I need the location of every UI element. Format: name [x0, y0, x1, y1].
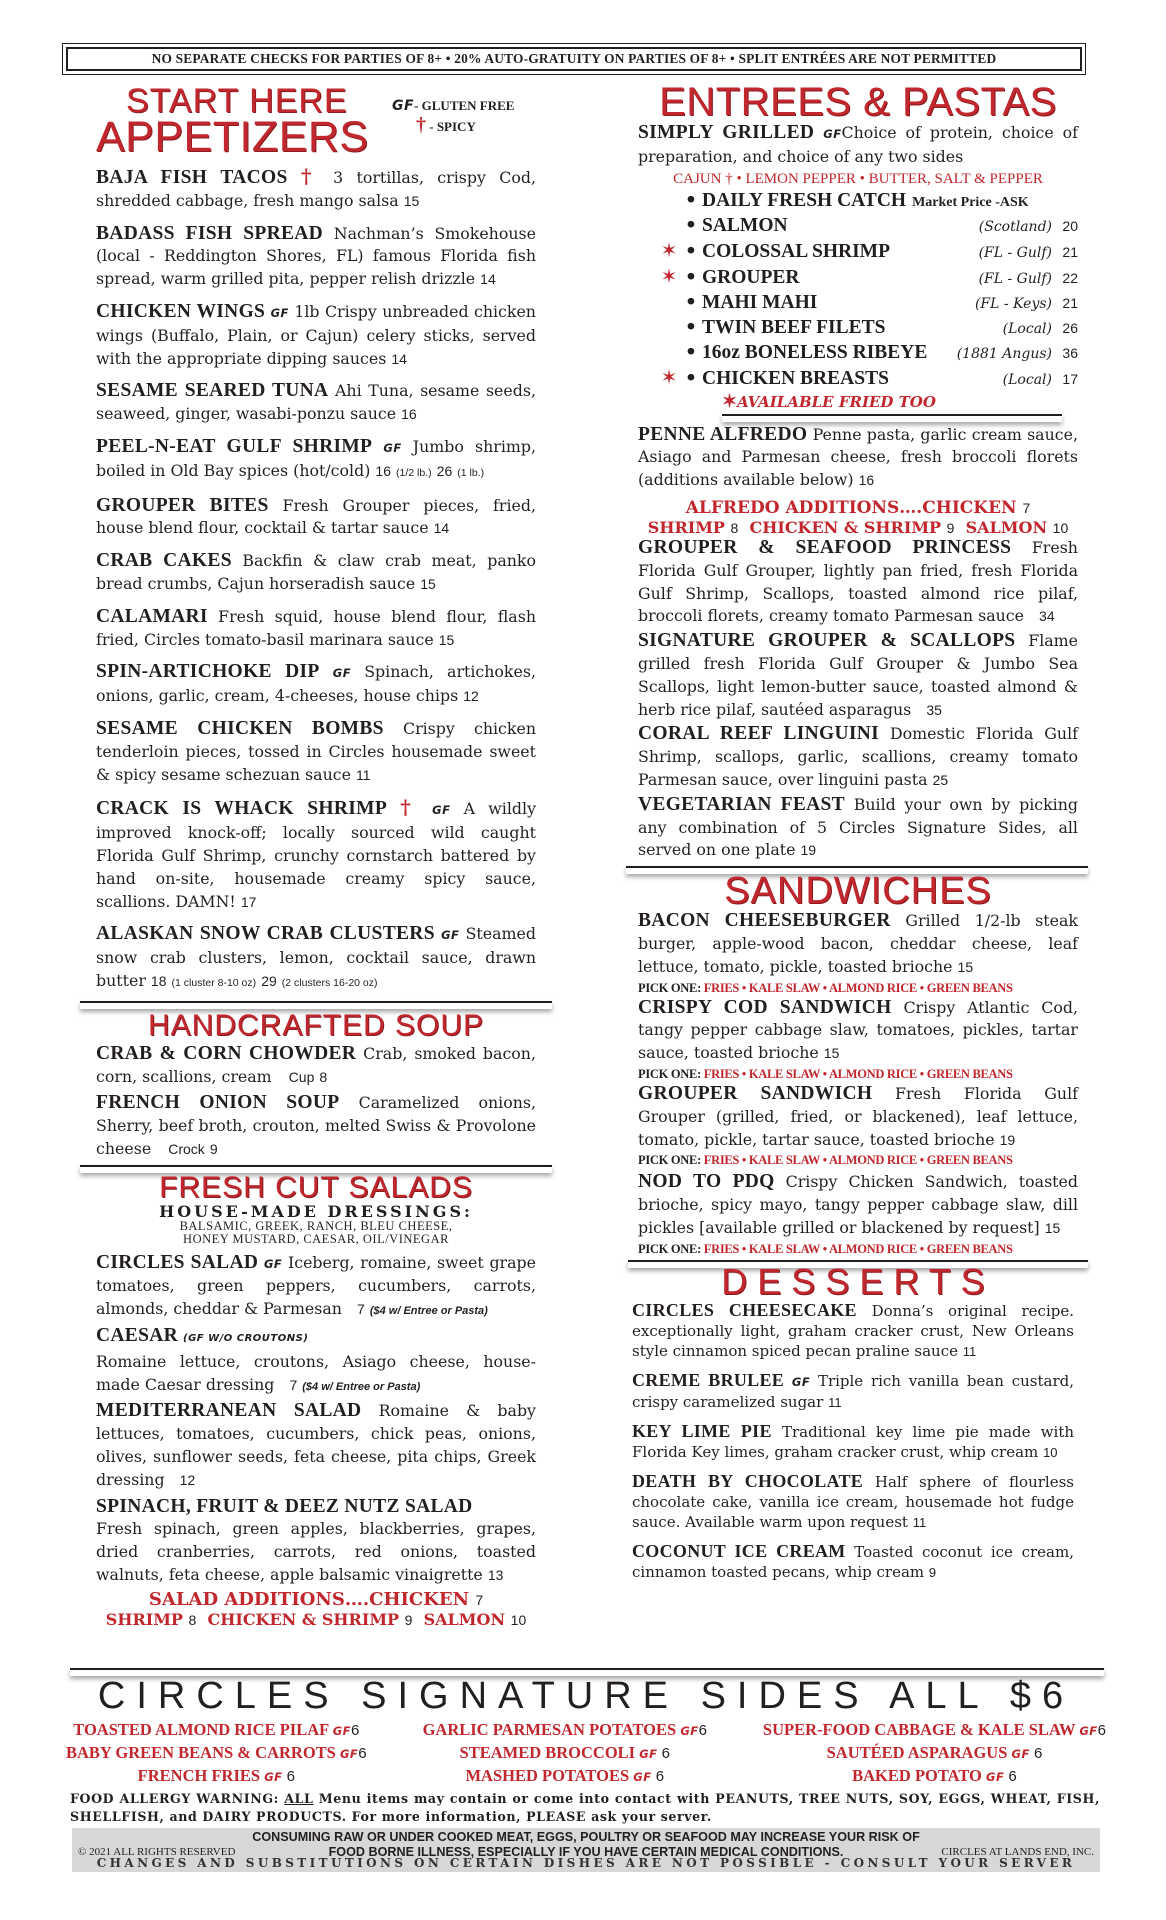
appetizers-header: [96, 80, 536, 161]
menu-item: CIRCLES CHEESECAKE Donna’s original recipe. exceptionally light, graham cracker crust, New Orleans style cinnamon spiced pecan praline sauce 11: [632, 1299, 1074, 1360]
gluten-free-icon: GF: [1079, 1724, 1098, 1738]
allergy-warning: FOOD ALLERGY WARNING: ALL Menu items may contain or come into contact with PEANUTS, TREE NUTS, SOY, EGGS, WHEAT, FISH, SHELLFISH, and DAIRY PRODUCTS. For more information, PLEASE ask your server.: [70, 1791, 1100, 1824]
grilled-protein-row: • 16oz BONELESS RIBEYE (1881 Angus) 36: [684, 340, 1078, 363]
gluten-free-icon: GF: [383, 440, 402, 455]
menu-item: MEDITERRANEAN SALAD Romaine & baby lettuces, tomatoes, cucumbers, chick peas, onions, olives, sunflower seeds, feta cheese, pita chips, Greek dressing 12: [96, 1400, 536, 1489]
dietary-legend: [392, 98, 514, 137]
menu-item: SPIN-ARTICHOKE DIP GF Spinach, artichokes, onions, garlic, cream, 4-cheeses, house chips 12: [96, 661, 536, 706]
gluten-free-icon: GF: [263, 1256, 283, 1271]
company-name: CIRCLES AT LANDS END, INC.: [941, 1846, 1094, 1858]
alfredo-additions: ALFREDO ADDITIONS….CHICKEN 7: [685, 497, 1031, 518]
appetizers-heading-top: START HERE: [126, 82, 348, 120]
menu-item: FRENCH ONION SOUP Caramelized onions, Sherry, beef broth, crouton, melted Swiss & Provolone cheese Crock 9: [96, 1092, 537, 1158]
menu-item: COCONUT ICE CREAM Toasted coconut ice cream, cinnamon toasted pecans, whip cream 9: [632, 1540, 1074, 1581]
soup-heading: HANDCRAFTED SOUP: [147, 1008, 485, 1042]
menu-item: GROUPER & SEAFOOD PRINCESS Fresh Florida Gulf Grouper, lightly pan fried, fresh Florida Gulf Shrimp, Scallops, toasted almond rice pilaf, broccoli florets, creamy tomato Parmesan sauce 34: [638, 536, 1078, 626]
menu-item: GROUPER SANDWICH Fresh Florida Gulf Grouper (grilled, fried, or blackened), leaf lettuce, tomato, pickle, tartar sauce, toasted brioche 19: [638, 1082, 1078, 1149]
gluten-free-icon: GF: [264, 1770, 283, 1784]
star-icon: ✶: [660, 237, 678, 262]
menu-item: CREME BRULEE GF Triple rich vanilla bean custard, crispy caramelized sugar 11: [632, 1369, 1074, 1411]
gluten-free-icon: GF: [339, 1747, 359, 1761]
fried-note: ✶AVAILABLE FRIED TOO: [722, 390, 936, 412]
gluten-free-icon: GF: [791, 1374, 811, 1389]
gluten-free-icon: GF: [332, 1724, 352, 1738]
side-item: TOASTED ALMOND RICE PILAF GF6: [73, 1720, 360, 1739]
menu-item: BAJA FISH TACOS † 3 tortillas, crispy Cod, shredded cabbage, fresh mango salsa 15: [96, 164, 536, 210]
desserts-list: [632, 1300, 1074, 1583]
grilled-protein-row: ✶ • GROUPER (FL - Gulf) 22: [658, 265, 1078, 291]
dressings-line: BALSAMIC, GREEK, RANCH, BLEU CHEESE,: [179, 1218, 453, 1233]
menu-item: KEY LIME PIE Traditional key lime pie made with Florida Key limes, graham cracker crust, whip cream 10: [632, 1420, 1075, 1461]
copyright: © 2021 ALL RIGHTS RESERVED: [78, 1846, 236, 1858]
menu-item: ALASKAN SNOW CRAB CLUSTERS GF Steamed snow crab clusters, lemon, cocktail sauce, drawn butter 18 (1 cluster 8-10 oz) 29 (2 clusters 16-20 oz): [96, 923, 536, 990]
left-column: [96, 80, 536, 1629]
side-item: SAUTÉED ASPARAGUS GF 6: [826, 1743, 1043, 1762]
grilled-protein-row: • MAHI MAHI (FL - Keys) 21: [684, 290, 1078, 313]
side-item: BABY GREEN BEANS & CARROTS GF6: [66, 1743, 367, 1762]
sides-list: [66, 1719, 1106, 1788]
side-item: MASHED POTATOES GF 6: [465, 1766, 665, 1785]
menu-item: CRAB CAKES Backfin & claw crab meat, panko bread crumbs, Cajun horseradish sauce 15: [96, 550, 536, 593]
appetizers-list: [96, 165, 536, 995]
entrees-heading: ENTREES & PASTAS: [659, 80, 1057, 124]
gluten-free-icon: GF: [270, 305, 289, 320]
gluten-free-label: - GLUTEN FREE: [414, 98, 515, 113]
gluten-free-icon: GF: [441, 928, 460, 943]
side-choice: PICK ONE: FRIES • KALE SLAW • ALMOND RICE • GREEN BEANS: [638, 1153, 1013, 1168]
menu-item: SESAME CHICKEN BOMBS Crispy chicken tenderloin pieces, tossed in Circles housemade sweet & spicy sesame schezuan sauce 11: [96, 717, 536, 784]
desserts-heading: DESSERTS: [721, 1260, 995, 1302]
side-item: STEAMED BROCCOLI GF 6: [459, 1743, 670, 1762]
menu-item: SPINACH, FRUIT & DEEZ NUTZ SALAD Fresh spinach, green apples, blackberries, grapes, dried cranberries, carrots, red onions, toasted walnuts, feta cheese, apple balsamic vinaigrette 13: [96, 1495, 536, 1585]
menu-item: BACON CHEESEBURGER Grilled 1/2-lb steak burger, apple-wood bacon, cheddar cheese, leaf lettuce, tomato, pickle, toasted brioche 15: [638, 910, 1078, 976]
gluten-free-icon: GF: [823, 127, 842, 141]
spicy-icon: †: [416, 114, 426, 136]
side-item: FRENCH FRIES GF 6: [137, 1766, 295, 1785]
sides-column: [66, 1719, 367, 1788]
grilled-protein-row: • TWIN BEEF FILETS (Local) 26: [684, 315, 1078, 338]
dressings-line: HONEY MUSTARD, CAESAR, OIL/VINEGAR: [183, 1231, 449, 1246]
menu-item: CRACK IS WHACK SHRIMP † GF A wildly improved knock-off; locally sourced wild caught Florida Gulf Shrimp, crunchy cornstarch battered by hand on-site, housemade creamy spicy sauce, scallions. DAMN! 17: [96, 795, 536, 911]
gluten-free-icon: GF: [1011, 1747, 1030, 1761]
side-choice: PICK ONE: FRIES • KALE SLAW • ALMOND RICE • GREEN BEANS: [638, 1066, 1013, 1081]
side-choice: PICK ONE: FRIES • KALE SLAW • ALMOND RICE • GREEN BEANS: [638, 980, 1013, 995]
side-choice: PICK ONE: FRIES • KALE SLAW • ALMOND RICE • GREEN BEANS: [638, 1241, 1013, 1256]
sides-heading: CIRCLES SIGNATURE SIDES ALL $6: [97, 1675, 1075, 1717]
menu-item: CAESAR (GF W/O CROUTONS) Romaine lettuce, croutons, Asiago cheese, house-made Caesar dressing 7 ($4 w/ Entree or Pasta): [96, 1325, 536, 1394]
side-item: GARLIC PARMESAN POTATOES GF6: [422, 1720, 707, 1739]
gluten-free-icon: GF: [392, 98, 415, 114]
star-icon: ✶: [660, 364, 678, 389]
side-item: SUPER-FOOD CABBAGE & KALE SLAW GF6: [762, 1720, 1106, 1739]
sides-column: [423, 1719, 707, 1788]
menu-item: NOD TO PDQ Crispy Chicken Sandwich, toasted brioche, spicy mayo, tangy pepper cabbage slaw, dill pickles [available grilled or blackened by request] 15: [638, 1171, 1078, 1237]
party-policy-notice: NO SEPARATE CHECKS FOR PARTIES OF 8+ • 20% AUTO-GRATUITY ON PARTIES OF 8+ • SPLIT ENTRÉES ARE NOT PERMITTED: [66, 47, 1082, 71]
sandwiches-heading: SANDWICHES: [724, 870, 992, 913]
menu-item: PEEL-N-EAT GULF SHRIMP GF Jumbo shrimp, boiled in Old Bay spices (hot/cold) 16 (1/2 lb.) 26 (1 lb.): [96, 435, 536, 480]
alfredo-additions-row: SHRIMP 8 CHICKEN & SHRIMP 9 SALMON 10: [647, 517, 1069, 537]
menu-item: CORAL REEF LINGUINI Domestic Florida Gulf Shrimp, scallops, garlic, scallions, creamy tomato Parmesan sauce, over linguini pasta 25: [638, 723, 1078, 789]
menu-item: BADASS FISH SPREAD Nachman’s Smokehouse (local - Reddington Shores, FL) famous Florida fish spread, warm grilled pita, pepper relish drizzle 14: [96, 222, 536, 289]
grilled-protein-row: • SALMON (Scotland) 20: [684, 213, 1078, 236]
gluten-free-icon: GF: [680, 1724, 699, 1738]
right-column: [632, 80, 1079, 1583]
grilled-protein-row: ✶ • COLOSSAL SHRIMP (FL - Gulf) 21: [658, 239, 1078, 265]
star-icon: ✶: [660, 263, 678, 288]
spicy-icon: †: [400, 795, 419, 820]
menu-item: SESAME SEARED TUNA Ahi Tuna, sesame seeds, seaweed, ginger, wasabi-ponzu sauce 16: [96, 380, 536, 424]
grill-preparations: CAJUN † • LEMON PEPPER • BUTTER, SALT & PEPPER: [673, 170, 1043, 187]
raw-food-warning: CONSUMING RAW OR UNDER COOKED MEAT, EGGS, POULTRY OR SEAFOOD MAY INCREASE YOUR RISK OF FOOD BORNE ILLNESS, ESPECIALLY IF YOU HAVE CERTAIN MEDICAL CONDITIONS. © 2021 ALL RIGHTS RESERVED CIRCLES AT LANDS END, INC.: [72, 1828, 1100, 1872]
sides-column: [763, 1719, 1106, 1788]
menu-item: DEATH BY CHOCOLATE Half sphere of flourless chocolate cake, vanilla ice cream, housemade hot fudge sauce. Available warm upon request 11: [632, 1470, 1074, 1531]
substitution-notice: CHANGES AND SUBSTITUTIONS ON CERTAIN DISHES ARE NOT POSSIBLE - CONSULT YOUR SERVER: [96, 1856, 1076, 1870]
gluten-free-icon: GF: [986, 1770, 1005, 1784]
grilled-protein-row: • DAILY FRESH CATCH Market Price -ASK: [684, 188, 1029, 211]
appetizers-heading: APPETIZERS: [96, 113, 369, 161]
spicy-icon: †: [300, 164, 320, 188]
menu-item: CRAB & CORN CHOWDER Crab, smoked bacon, corn, scallions, cream Cup 8: [96, 1042, 536, 1086]
gluten-free-icon: GF: [332, 666, 352, 681]
menu-item: CRISPY COD SANDWICH Crispy Atlantic Cod, tangy pepper cabbage slaw, tomatoes, pickles, tartar sauce, toasted brioche 15: [638, 996, 1078, 1063]
menu-item: SIMPLY GRILLED GFChoice of protein, choice of preparation, and choice of any two sides: [638, 122, 1079, 166]
menu-item: CALAMARI Fresh squid, house blend flour, flash fried, Circles tomato-basil marinara sauce 15: [96, 605, 536, 649]
salads-heading: FRESH CUT SALADS: [159, 1170, 473, 1204]
side-item: BAKED POTATO GF 6: [852, 1766, 1017, 1785]
grilled-protein-list: [658, 189, 1078, 392]
gluten-free-icon: GF: [639, 1747, 658, 1761]
grilled-protein-row: ✶ • CHICKEN BREASTS (Local) 17: [658, 366, 1078, 392]
salad-additions-row: SHRIMP 8 CHICKEN & SHRIMP 9 SALMON 10: [105, 1609, 527, 1629]
section-divider: [722, 414, 1062, 422]
spicy-label: - SPICY: [429, 119, 476, 134]
menu-item: CIRCLES SALAD GF Iceberg, romaine, sweet grape tomatoes, green peppers, cucumbers, carrots, almonds, cheddar & Parmesan 7 ($4 w/ Entree or Pasta): [96, 1251, 536, 1319]
star-icon: ✶: [722, 390, 738, 412]
gluten-free-icon: GF: [633, 1770, 652, 1784]
menu-item: SIGNATURE GROUPER & SCALLOPS Flame grilled fresh Florida Gulf Grouper & Jumbo Sea Scallops, light lemon-butter sauce, toasted almond & herb rice pilaf, sautéed asparagus 35: [638, 630, 1078, 719]
dressings-title: HOUSE-MADE DRESSINGS:: [159, 1201, 473, 1221]
menu-item: PENNE ALFREDO Penne pasta, garlic cream sauce, Asiago and Parmesan cheese, fresh broccoli florets (additions available below) 16: [638, 423, 1078, 490]
section-divider: [80, 1001, 552, 1009]
gluten-free-icon: GF: [432, 803, 451, 818]
salad-additions: SALAD ADDITIONS….CHICKEN 7: [148, 1588, 484, 1610]
menu-item: GROUPER BITES Fresh Grouper pieces, fried, house blend flour, cocktail & tartar sauce 14: [96, 494, 536, 538]
menu-item: CHICKEN WINGS GF 1lb Crispy unbreaded chicken wings (Buffalo, Plain, or Cajun) celery sticks, served with the appropriate dipping sauces 14: [96, 300, 536, 368]
menu-item: VEGETARIAN FEAST Build your own by picking any combination of 5 Circles Signature Sides, all served on one plate 19: [638, 793, 1078, 860]
